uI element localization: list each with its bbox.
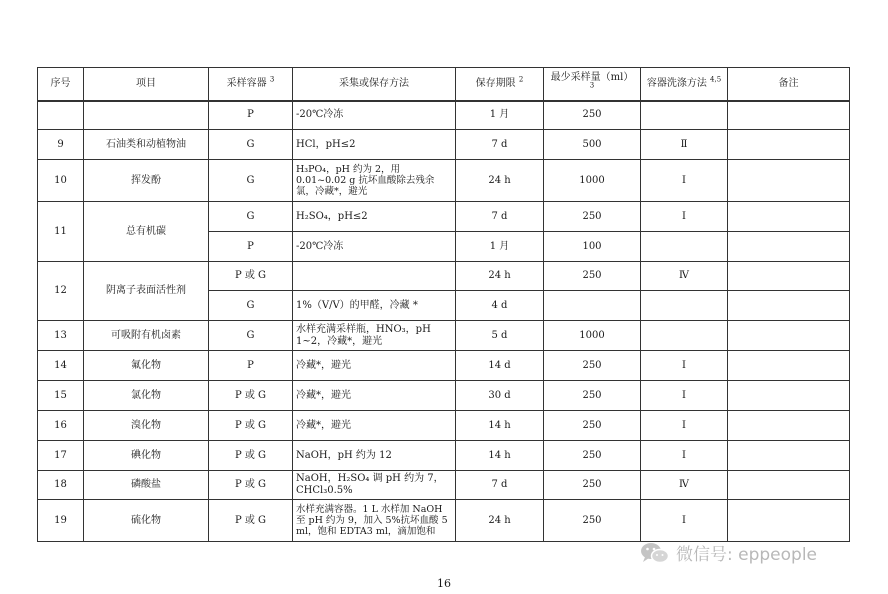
cell-remarks	[728, 232, 850, 262]
cell-washing: Ⅳ	[641, 471, 728, 500]
cell-washing	[641, 291, 728, 321]
cell-volume: 250	[544, 381, 641, 411]
cell-remarks	[728, 262, 850, 291]
cell-remarks	[728, 101, 850, 130]
cell-container: G	[209, 160, 293, 202]
cell-period: 7 d	[456, 202, 544, 232]
cell-method: NaOH，pH 约为 12	[293, 441, 456, 471]
cell-method: H₂SO₄，pH≤2	[293, 202, 456, 232]
cell-period: 14 h	[456, 411, 544, 441]
page-number: 16	[437, 577, 451, 590]
cell-washing: Ⅰ	[641, 381, 728, 411]
cell-item: 可吸附有机卤素	[84, 321, 209, 351]
cell-container: G	[209, 130, 293, 160]
cell-remarks	[728, 471, 850, 500]
cell-container: G	[209, 291, 293, 321]
cell-item: 挥发酚	[84, 160, 209, 202]
cell-volume: 250	[544, 471, 641, 500]
table-row	[38, 411, 850, 441]
cell-volume	[544, 291, 641, 321]
cell-volume: 250	[544, 441, 641, 471]
table-row	[38, 101, 850, 130]
sampling-table	[37, 67, 850, 542]
cell-period: 14 h	[456, 441, 544, 471]
table-row	[38, 262, 850, 291]
cell-washing	[641, 101, 728, 130]
cell-seq: 16	[38, 411, 84, 441]
cell-seq: 19	[38, 500, 84, 542]
cell-remarks	[728, 130, 850, 160]
table-row	[38, 441, 850, 471]
cell-method: NaOH，H₂SO₄ 调 pH 约为 7，CHCl₃0.5%	[293, 471, 456, 500]
cell-period: 1 月	[456, 232, 544, 262]
cell-seq: 15	[38, 381, 84, 411]
cell-seq: 12	[38, 262, 84, 321]
cell-remarks	[728, 500, 850, 542]
cell-period: 30 d	[456, 381, 544, 411]
cell-item: 硫化物	[84, 500, 209, 542]
cell-item: 阴离子表面活性剂	[84, 262, 209, 321]
cell-container: P 或 G	[209, 500, 293, 542]
cell-period: 24 h	[456, 500, 544, 542]
cell-seq: 17	[38, 441, 84, 471]
cell-volume: 250	[544, 500, 641, 542]
watermark-text: 微信号: eppeople	[676, 545, 818, 565]
table-row	[38, 321, 850, 351]
cell-washing	[641, 232, 728, 262]
header-method: 采集或保存方法	[293, 68, 456, 101]
cell-method: H₃PO₄，pH 约为 2，用 0.01~0.02 g 抗坏血酸除去残余氯，冷藏*，避光	[293, 160, 456, 202]
table-row	[38, 202, 850, 232]
cell-period: 7 d	[456, 471, 544, 500]
cell-container: P	[209, 351, 293, 381]
cell-washing: Ⅰ	[641, 202, 728, 232]
cell-remarks	[728, 160, 850, 202]
cell-method: HCl，pH≤2	[293, 130, 456, 160]
header-item: 项目	[84, 68, 209, 101]
cell-seq: 18	[38, 471, 84, 500]
cell-period: 5 d	[456, 321, 544, 351]
cell-volume: 250	[544, 101, 641, 130]
cell-container: P 或 G	[209, 411, 293, 441]
cell-washing: Ⅰ	[641, 441, 728, 471]
cell-method: 水样充满采样瓶，HNO₃，pH 1~2，冷藏*，避光	[293, 321, 456, 351]
cell-volume: 1000	[544, 321, 641, 351]
cell-volume: 1000	[544, 160, 641, 202]
cell-period: 14 d	[456, 351, 544, 381]
cell-washing: Ⅱ	[641, 130, 728, 160]
cell-item: 氯化物	[84, 381, 209, 411]
header-period: 保存期限 $^2$	[456, 68, 544, 101]
watermark	[640, 540, 817, 565]
cell-washing: Ⅰ	[641, 351, 728, 381]
cell-container: P 或 G	[209, 381, 293, 411]
cell-remarks	[728, 291, 850, 321]
cell-method: -20℃冷冻	[293, 232, 456, 262]
wechat-icon	[640, 541, 670, 565]
cell-period: 24 h	[456, 160, 544, 202]
cell-volume: 500	[544, 130, 641, 160]
header-remarks: 备注	[728, 68, 850, 101]
header-container: 采样容器 $^3$	[209, 68, 293, 101]
cell-item: 磷酸盐	[84, 471, 209, 500]
cell-method: 冷藏*，避光	[293, 411, 456, 441]
cell-seq: 9	[38, 130, 84, 160]
cell-container: P 或 G	[209, 471, 293, 500]
cell-method: -20℃冷冻	[293, 101, 456, 130]
cell-remarks	[728, 381, 850, 411]
cell-volume: 250	[544, 351, 641, 381]
cell-washing: Ⅳ	[641, 262, 728, 291]
cell-method	[293, 262, 456, 291]
cell-washing: Ⅰ	[641, 500, 728, 542]
table-row	[38, 500, 850, 542]
cell-method: 冷藏*，避光	[293, 351, 456, 381]
table-row	[38, 351, 850, 381]
cell-period: 4 d	[456, 291, 544, 321]
cell-method: 水样充满容器。1 L 水样加 NaOH 至 pH 约为 9，加入 5%抗坏血酸 5 ml，饱和 EDTA3 ml，滴加饱和	[293, 500, 456, 542]
cell-seq: 13	[38, 321, 84, 351]
cell-container: P 或 G	[209, 441, 293, 471]
table-row	[38, 471, 850, 500]
header-row	[38, 68, 850, 101]
cell-period: 1 月	[456, 101, 544, 130]
header-seq: 序号	[38, 68, 84, 101]
cell-item: 石油类和动植物油	[84, 130, 209, 160]
cell-container: G	[209, 321, 293, 351]
cell-container: P	[209, 232, 293, 262]
cell-method: 冷藏*，避光	[293, 381, 456, 411]
cell-item: 碘化物	[84, 441, 209, 471]
cell-container: P 或 G	[209, 262, 293, 291]
cell-remarks	[728, 202, 850, 232]
cell-period: 7 d	[456, 130, 544, 160]
cell-seq: 11	[38, 202, 84, 262]
cell-seq: 10	[38, 160, 84, 202]
cell-method: 1%（V/V）的甲醛，冷藏 *	[293, 291, 456, 321]
cell-washing: Ⅰ	[641, 411, 728, 441]
cell-container: P	[209, 101, 293, 130]
cell-item: 总有机碳	[84, 202, 209, 262]
cell-volume: 250	[544, 262, 641, 291]
cell-period: 24 h	[456, 262, 544, 291]
cell-washing	[641, 321, 728, 351]
cell-remarks	[728, 321, 850, 351]
cell-remarks	[728, 411, 850, 441]
table-row	[38, 381, 850, 411]
cell-volume: 100	[544, 232, 641, 262]
table-row	[38, 160, 850, 202]
cell-item	[84, 101, 209, 130]
cell-volume: 250	[544, 202, 641, 232]
cell-item: 氟化物	[84, 351, 209, 381]
cell-seq	[38, 101, 84, 130]
cell-remarks	[728, 441, 850, 471]
cell-container: G	[209, 202, 293, 232]
header-min-volume: 最少采样量（ml） $^3$	[544, 68, 641, 101]
cell-seq: 14	[38, 351, 84, 381]
cell-volume: 250	[544, 411, 641, 441]
cell-remarks	[728, 351, 850, 381]
cell-item: 溴化物	[84, 411, 209, 441]
table-row	[38, 130, 850, 160]
cell-washing: Ⅰ	[641, 160, 728, 202]
header-washing: 容器洗涤方法 $^{4,5}$	[641, 68, 728, 101]
